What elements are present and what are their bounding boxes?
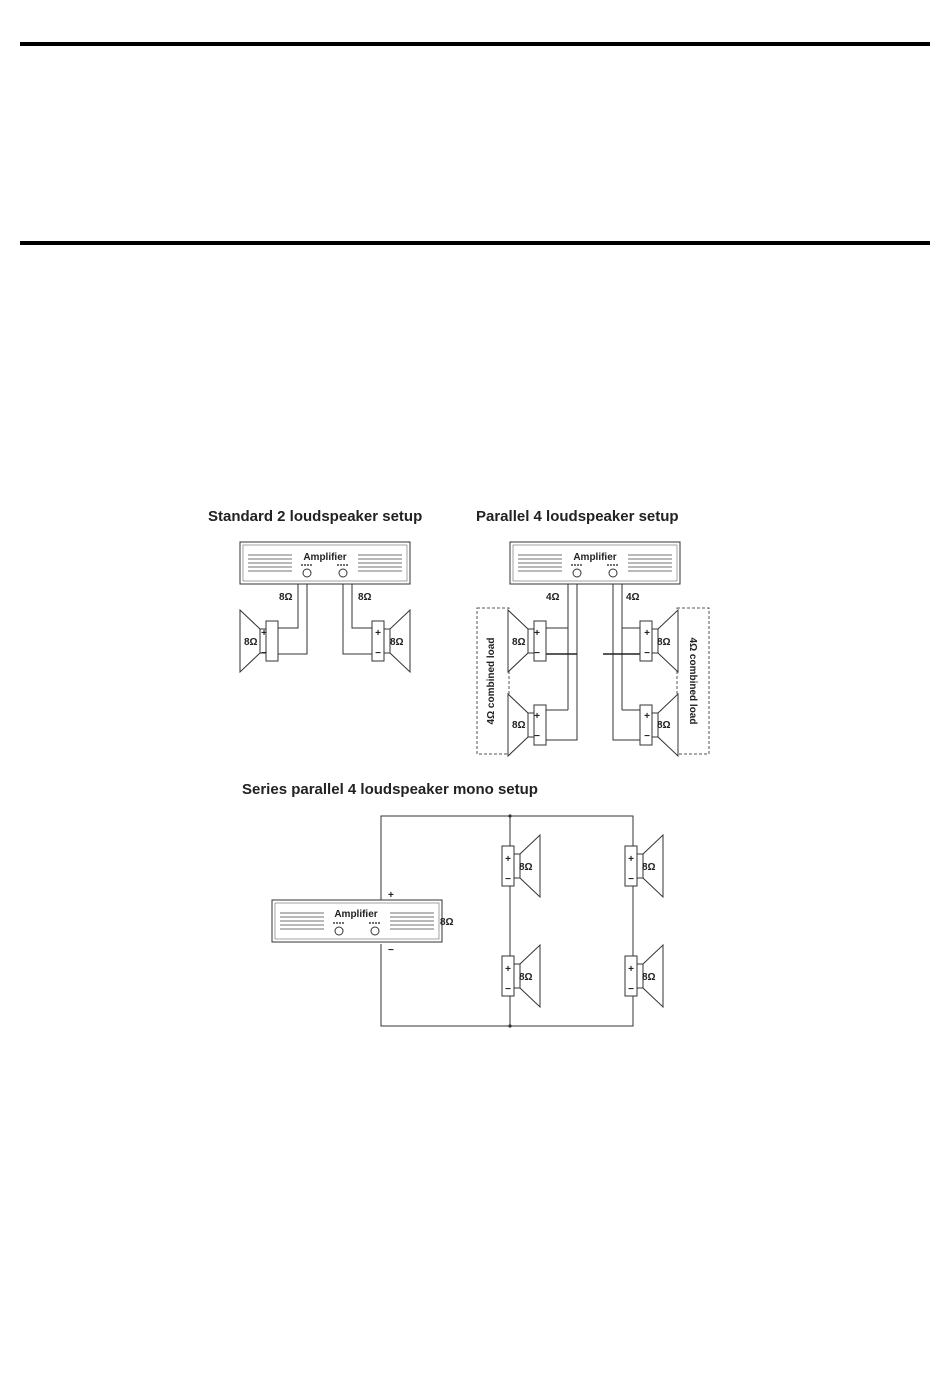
terminal-plus: +: [644, 628, 650, 639]
standard-amp-label: Amplifier: [303, 552, 347, 563]
combined-load-label-right: 4Ω combined load: [687, 637, 698, 725]
terminal-minus: −: [628, 874, 634, 885]
parallel-amplifier-icon: [510, 542, 680, 584]
parallel-speaker-label-bl: 8Ω: [512, 720, 526, 731]
terminal-minus: −: [505, 874, 511, 885]
amp-minus-mark: −: [388, 945, 394, 956]
series-parallel-amp-label: Amplifier: [334, 909, 378, 920]
amp-plus-mark: +: [388, 890, 394, 901]
terminal-minus: −: [505, 984, 511, 995]
terminal-minus: −: [261, 648, 267, 659]
terminal-plus: +: [628, 854, 634, 865]
standard-amplifier-icon: [240, 542, 410, 584]
standard-speaker-label-right: 8Ω: [390, 637, 404, 648]
series-speaker-label-tl: 8Ω: [519, 862, 533, 873]
standard-speaker-label-left: 8Ω: [244, 637, 258, 648]
standard-title: Standard 2 loudspeaker setup: [208, 508, 423, 525]
parallel-speaker-label-tl: 8Ω: [512, 637, 526, 648]
series-parallel-setup: [242, 781, 663, 1028]
combined-load-label-left: 4Ω combined load: [486, 637, 497, 725]
standard-setup: [208, 508, 422, 672]
terminal-minus: −: [644, 731, 650, 742]
series-speaker-label-br: 8Ω: [642, 972, 656, 983]
terminal-plus: +: [534, 711, 540, 722]
terminal-minus: −: [534, 648, 540, 659]
series-parallel-amp-load: 8Ω: [440, 917, 454, 928]
terminal-plus: +: [505, 964, 511, 975]
series-speaker-label-bl: 8Ω: [519, 972, 533, 983]
series-speaker-label-tr: 8Ω: [642, 862, 656, 873]
terminal-minus: −: [628, 984, 634, 995]
parallel-title: Parallel 4 loudspeaker setup: [476, 508, 679, 525]
series-parallel-title: Series parallel 4 loudspeaker mono setup: [242, 781, 538, 798]
terminal-plus: +: [375, 628, 381, 639]
parallel-setup: [476, 508, 709, 756]
parallel-port-label-right: 4Ω: [626, 592, 640, 603]
standard-port-label-right: 8Ω: [358, 592, 372, 603]
standard-port-label-left: 8Ω: [279, 592, 293, 603]
terminal-plus: +: [534, 628, 540, 639]
terminal-plus: +: [505, 854, 511, 865]
parallel-port-label-left: 4Ω: [546, 592, 560, 603]
parallel-amp-label: Amplifier: [573, 552, 617, 563]
terminal-plus: +: [644, 711, 650, 722]
terminal-minus: −: [534, 731, 540, 742]
terminal-minus: −: [375, 648, 381, 659]
parallel-speaker-label-tr: 8Ω: [657, 637, 671, 648]
terminal-plus: +: [261, 628, 267, 639]
parallel-speaker-label-br: 8Ω: [657, 720, 671, 731]
terminal-plus: +: [628, 964, 634, 975]
terminal-minus: −: [644, 648, 650, 659]
series-parallel-amplifier-icon: [272, 900, 442, 942]
